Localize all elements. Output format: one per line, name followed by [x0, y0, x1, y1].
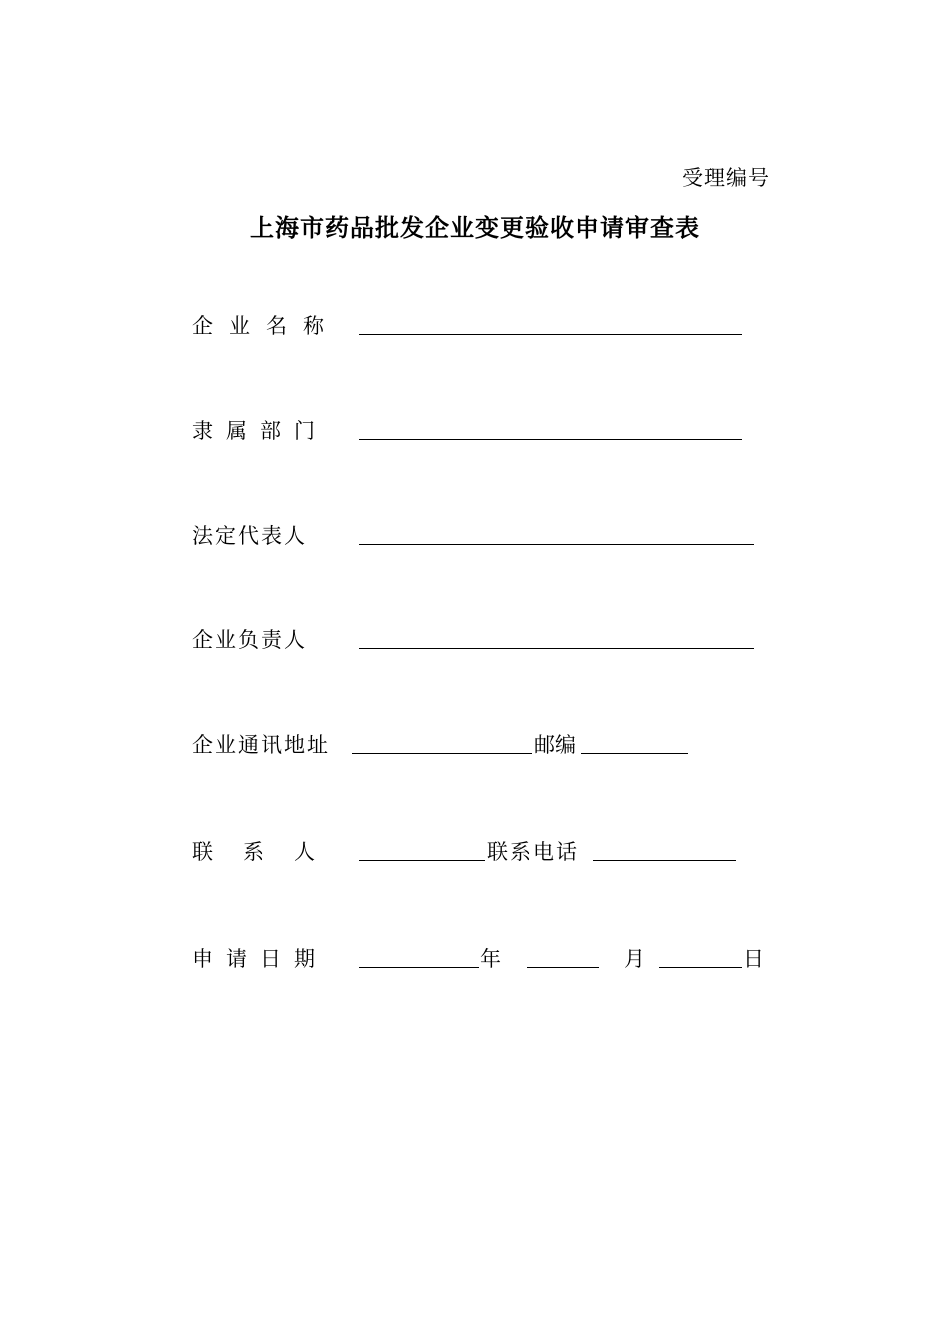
day-label: 日 — [743, 947, 764, 971]
apply-month-field[interactable] — [527, 967, 599, 968]
page-title: 上海市药品批发企业变更验收申请审查表 — [250, 213, 700, 242]
company-name-label: 企业名称 — [192, 314, 340, 338]
affiliated-dept-label: 隶属部门 — [192, 419, 328, 443]
contact-person-label: 联系人 — [192, 840, 345, 864]
postcode-field[interactable] — [581, 753, 688, 754]
apply-day-field[interactable] — [659, 967, 742, 968]
company-name-field[interactable] — [359, 334, 742, 335]
contact-phone-field[interactable] — [593, 860, 736, 861]
apply-year-field[interactable] — [359, 967, 479, 968]
contact-person-field[interactable] — [359, 860, 485, 861]
month-label: 月 — [624, 947, 645, 971]
address-field[interactable] — [352, 753, 532, 754]
company-head-label: 企业负责人 — [192, 628, 307, 652]
legal-rep-label: 法定代表人 — [192, 524, 307, 548]
address-label: 企业通讯地址 — [192, 733, 330, 757]
apply-date-label: 申请日期 — [192, 947, 328, 971]
year-label: 年 — [480, 947, 501, 971]
acceptance-number-label: 受理编号 — [682, 166, 770, 190]
contact-phone-label: 联系电话 — [487, 840, 579, 864]
legal-rep-field[interactable] — [359, 544, 754, 545]
company-head-field[interactable] — [359, 648, 754, 649]
affiliated-dept-field[interactable] — [359, 439, 742, 440]
postcode-label: 邮编 — [534, 733, 576, 757]
